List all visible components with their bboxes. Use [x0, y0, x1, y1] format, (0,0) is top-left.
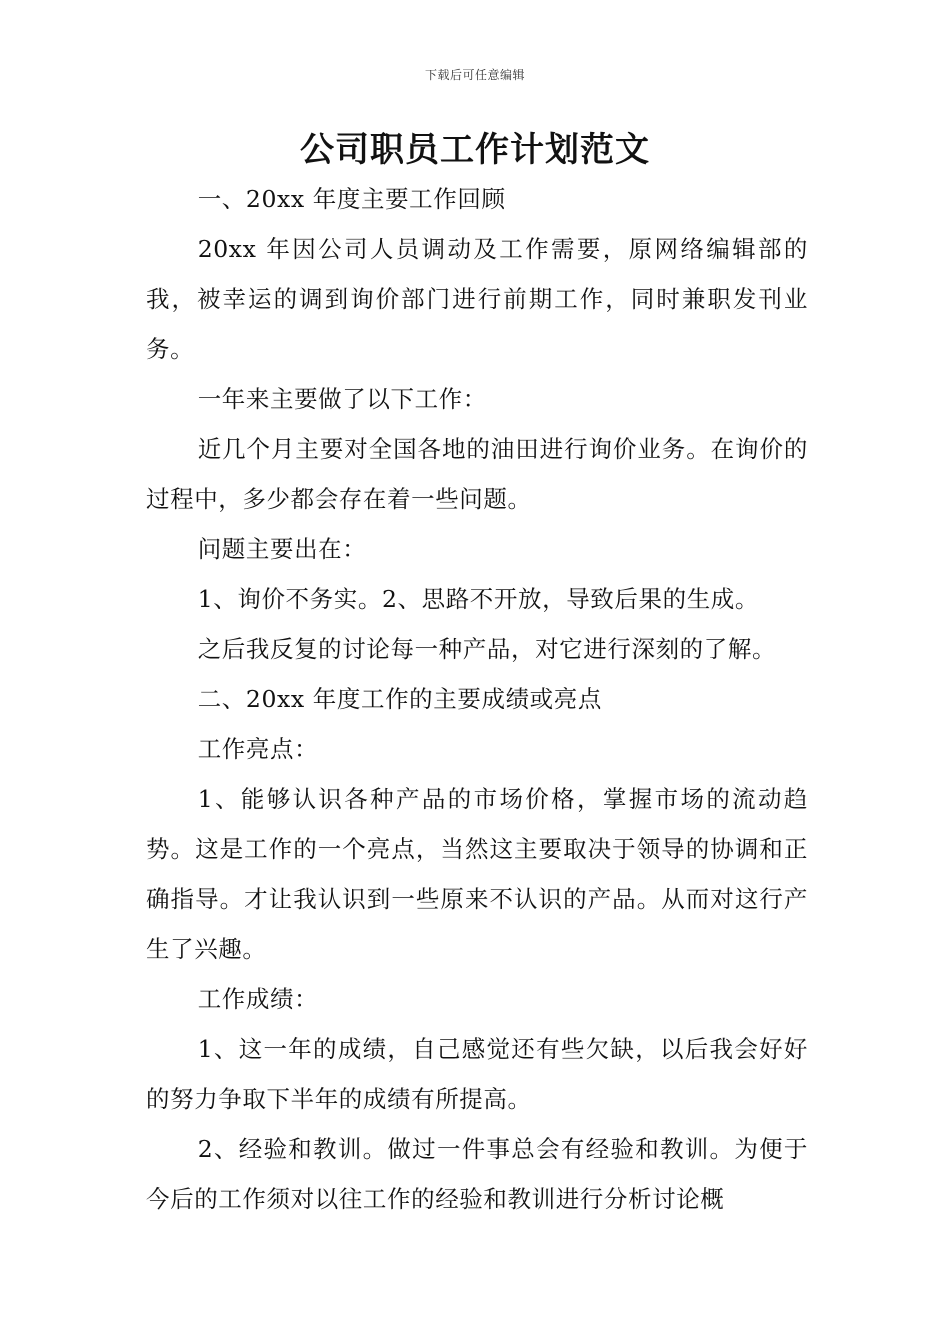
paragraph-achievement-1: 1、这一年的成绩，自己感觉还有些欠缺，以后我会好好的努力争取下半年的成绩有所提高。 — [146, 1035, 808, 1113]
paragraph-highlights-heading: 工作亮点： — [197, 735, 319, 763]
paragraph-achievement-2: 2、经验和教训。做过一件事总会有经验和教训。为便于今后的工作须对以往工作的经验和教训进行分析讨论概 — [146, 1135, 808, 1213]
document-body — [146, 174, 808, 1224]
paragraph-inquiry-work: 近几个月主要对全国各地的油田进行询价业务。在询价的过程中，多少都会存在着一些问题。 — [146, 435, 808, 513]
paragraph-discussion: 之后我反复的讨论每一种产品，对它进行深刻的了解。 — [197, 635, 777, 663]
paragraph-problems-heading: 问题主要出在： — [197, 535, 367, 563]
paragraph-work-list-heading: 一年来主要做了以下工作： — [197, 385, 487, 413]
paragraph-section-1-heading: 一、20xx 年度主要工作回顾 — [197, 185, 506, 213]
paragraph-section-2-heading: 二、20xx 年度工作的主要成绩或亮点 — [197, 685, 602, 713]
paragraph-problems-list: 1、询价不务实。2、思路不开放，导致后果的生成。 — [197, 585, 759, 613]
header-note: 下载后可任意编辑 — [424, 68, 525, 82]
paragraph-highlight-1: 1、能够认识各种产品的市场价格，掌握市场的流动趋势。这是工作的一个亮点，当然这主要取决于领导的协调和正确指导。才让我认识到一些原来不认识的产品。从而对这行产生了兴趣。 — [146, 785, 808, 963]
paragraph-achievements-heading: 工作成绩： — [197, 985, 319, 1013]
paragraph-intro: 20xx 年因公司人员调动及工作需要，原网络编辑部的我，被幸运的调到询价部门进行前期工作，同时兼职发刊业务。 — [146, 235, 808, 363]
document-title: 公司职员工作计划范文 — [300, 130, 650, 170]
